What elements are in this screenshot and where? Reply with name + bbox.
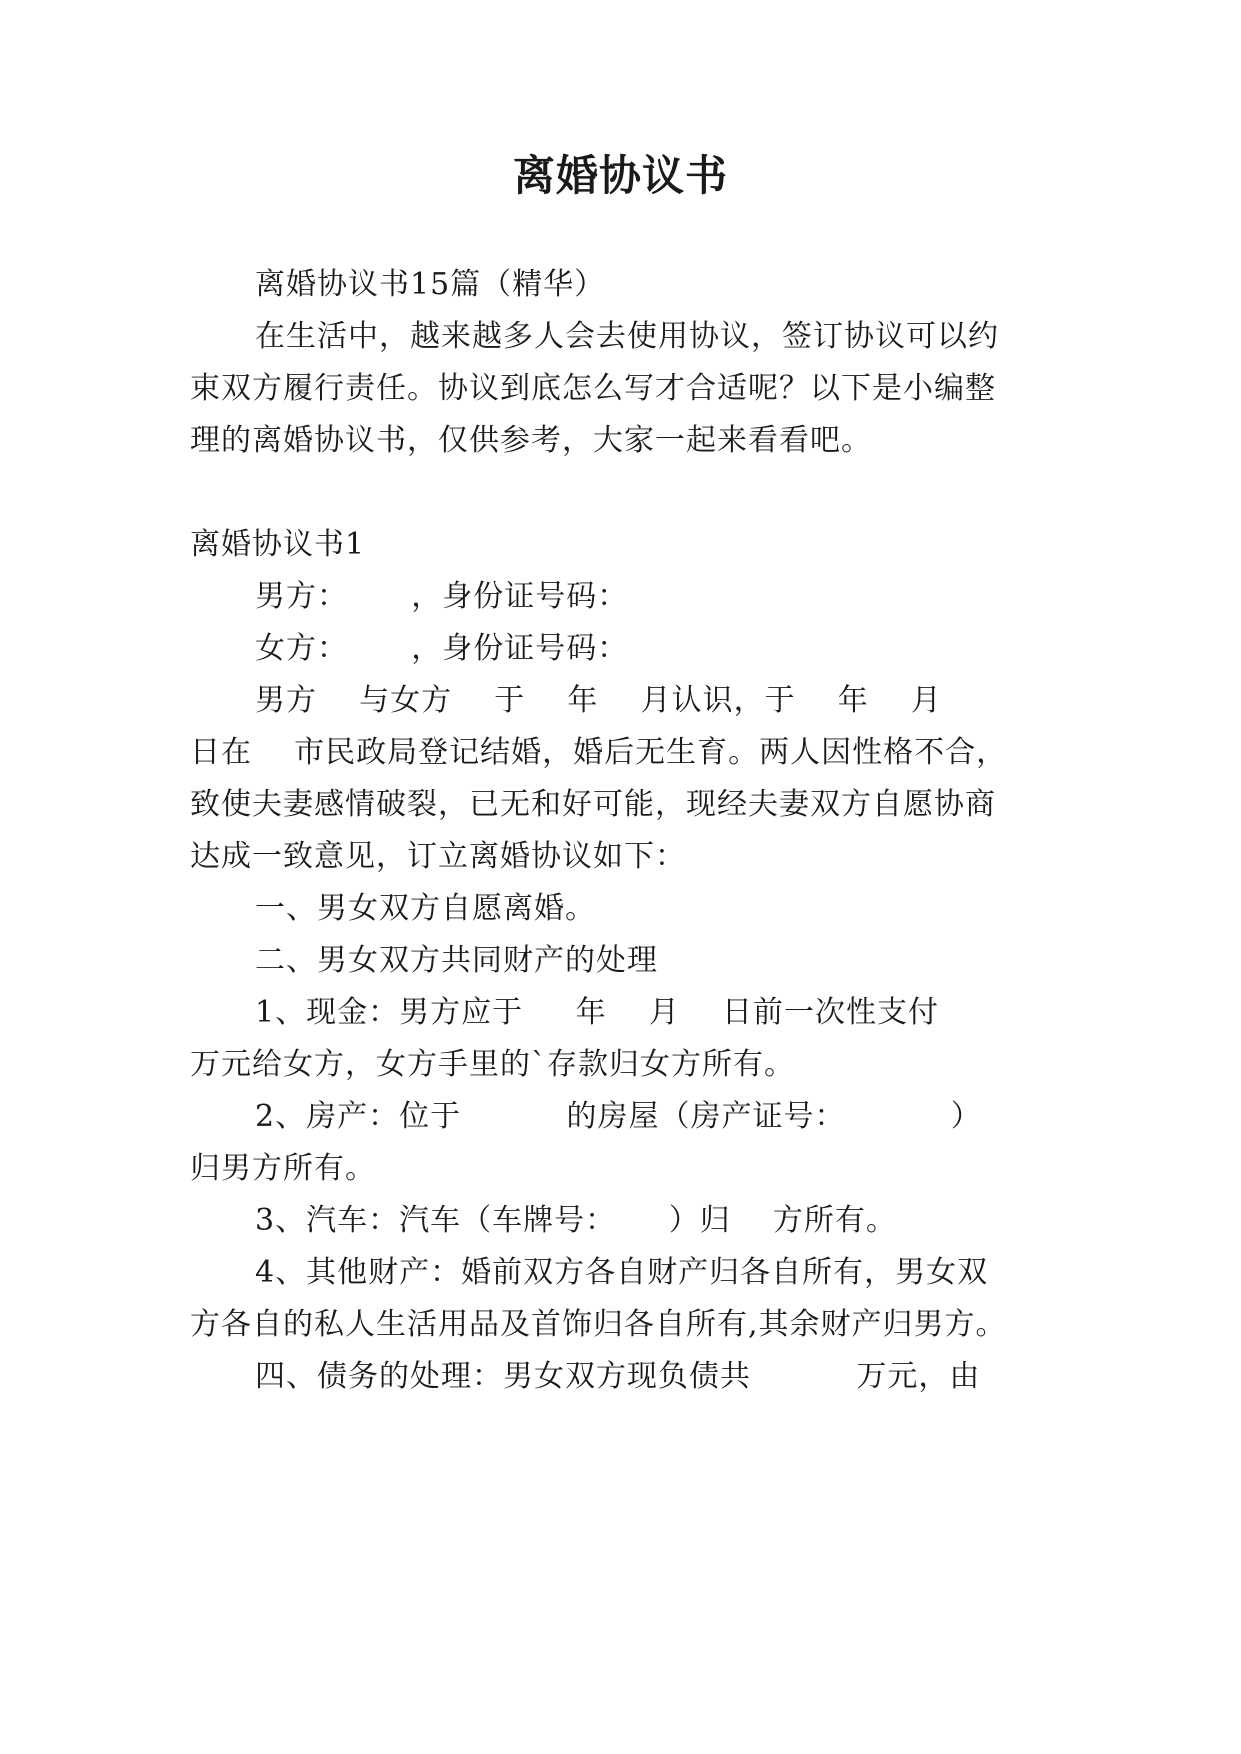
paragraph-line: 日在 市民政局登记结婚，婚后无生育。两人因性格不合， xyxy=(190,735,1008,770)
clause-2-line: 二、男女双方共同财产的处理 xyxy=(255,943,658,978)
female-party-line: 女方： ，身份证号码： xyxy=(255,631,629,666)
intro-line-1: 在生活中，越来越多人会去使用协议，签订协议可以约 xyxy=(255,319,999,354)
car-clause-line: 3、汽车：汽车（车牌号： ）归 方所有。 xyxy=(255,1203,897,1238)
intro-line-2: 束双方履行责任。协议到底怎么写才合适呢？以下是小编整 xyxy=(190,371,996,406)
intro-line-3: 理的离婚协议书，仅供参考，大家一起来看看吧。 xyxy=(190,423,872,458)
paragraph-line: 男方 与女方 于 年 月认识，于 年 月 xyxy=(255,683,942,718)
male-party-line: 男方： ，身份证号码： xyxy=(255,579,629,614)
subtitle-line: 离婚协议书15篇（精华） xyxy=(255,267,606,302)
cash-clause-line: 1、现金：男方应于 年 月 日前一次性支付 xyxy=(255,995,940,1030)
other-property-line: 4、其他财产：婚前双方各自财产归各自所有，男女双 xyxy=(255,1255,989,1290)
property-clause-line: 2、房产：位于 的房屋（房产证号： ） xyxy=(255,1099,982,1134)
paragraph-line: 达成一致意见，订立离婚协议如下： xyxy=(190,839,686,874)
other-property-line: 方各自的私人生活用品及首饰归各自所有,其余财产归男方。 xyxy=(190,1307,1007,1342)
section-heading: 离婚协议书1 xyxy=(190,527,366,562)
cash-clause-line: 万元给女方，女方手里的`存款归女方所有。 xyxy=(190,1047,795,1082)
property-clause-line: 归男方所有。 xyxy=(190,1151,376,1186)
debt-clause-line: 四、债务的处理：男女双方现负债共 万元，由 xyxy=(255,1359,981,1394)
clause-1-line: 一、男女双方自愿离婚。 xyxy=(255,891,596,926)
document-title: 离婚协议书 xyxy=(512,151,728,200)
paragraph-line: 致使夫妻感情破裂，已无和好可能，现经夫妻双方自愿协商 xyxy=(190,787,996,822)
